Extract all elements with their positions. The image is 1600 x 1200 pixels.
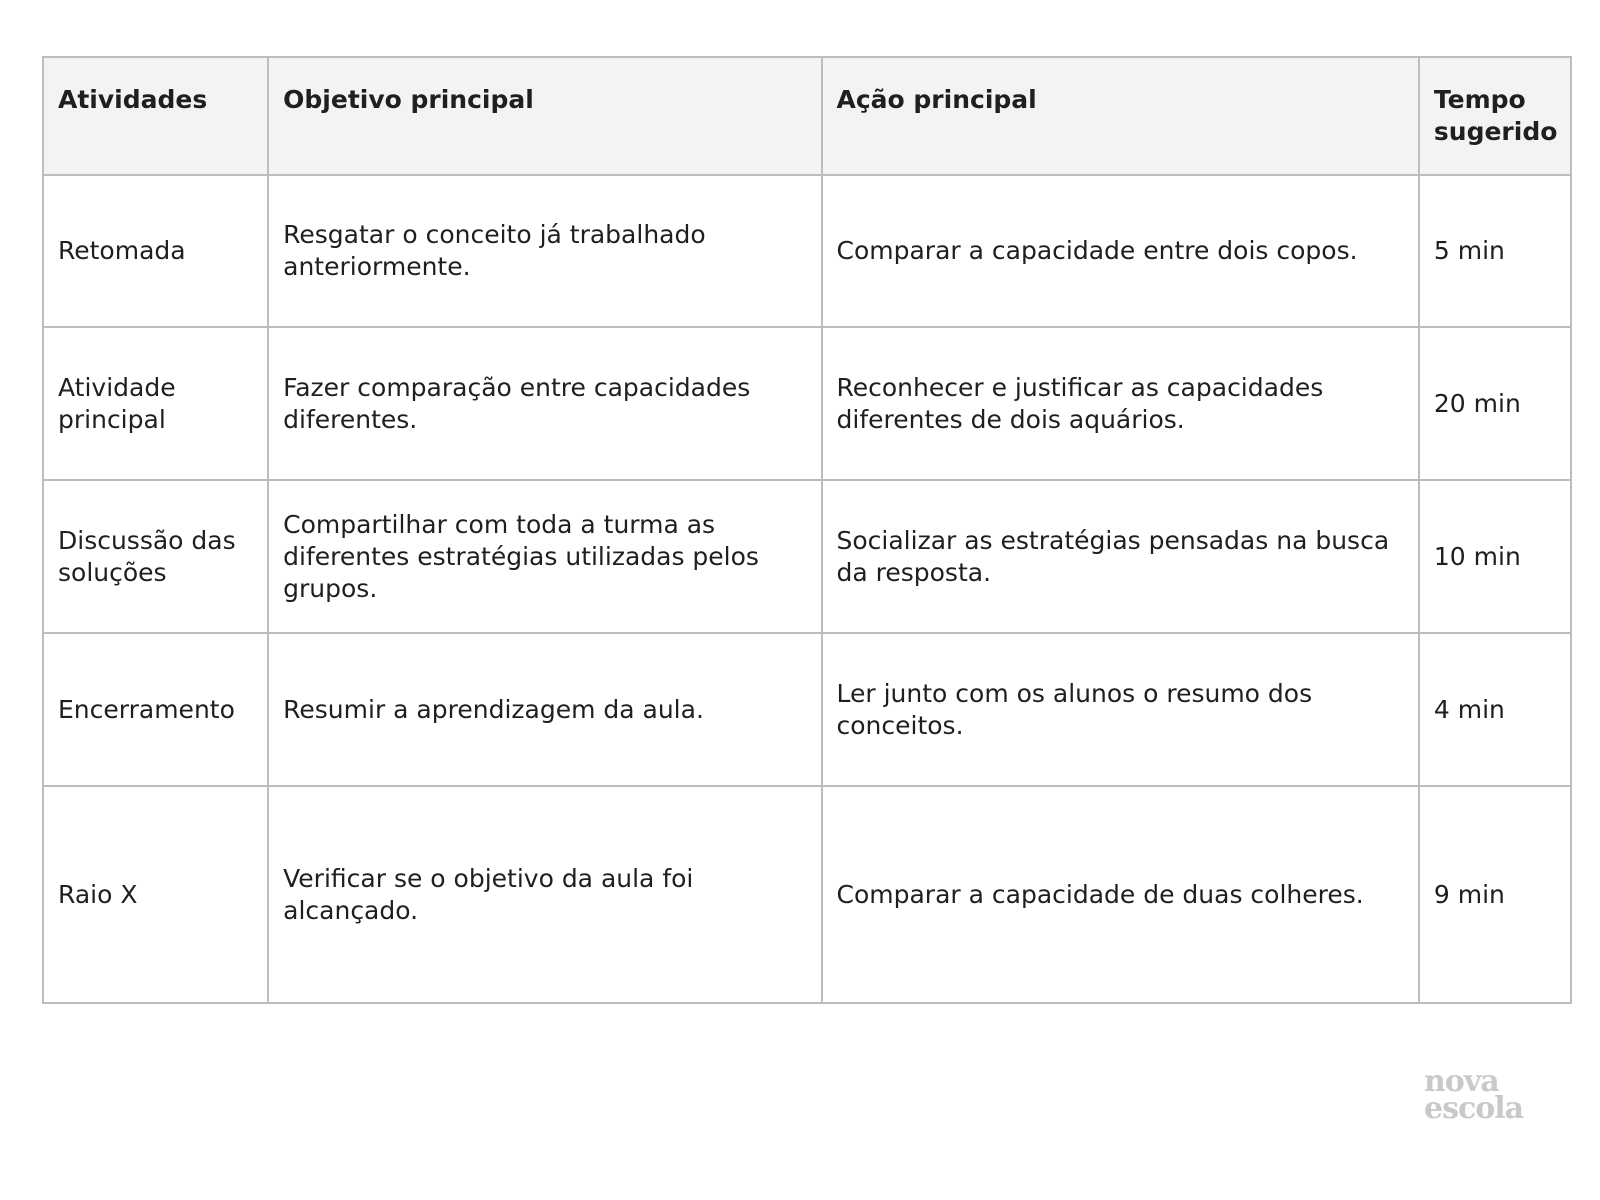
header-atividades: Atividades bbox=[43, 57, 268, 175]
cell-objective: Resumir a aprendizagem da aula. bbox=[268, 633, 821, 786]
nova-escola-logo bbox=[1424, 1064, 1544, 1126]
cell-time: 5 min bbox=[1419, 175, 1571, 327]
table-row bbox=[43, 786, 1571, 1003]
table-row bbox=[43, 327, 1571, 480]
cell-activity: Encerramento bbox=[43, 633, 268, 786]
logo-line-escola: escola bbox=[1424, 1091, 1524, 1126]
table-row bbox=[43, 480, 1571, 633]
cell-action: Comparar a capacidade entre dois copos. bbox=[822, 175, 1419, 327]
cell-action: Ler junto com os alunos o resumo dos conceitos. bbox=[822, 633, 1419, 786]
cell-activity: Discussão das soluções bbox=[43, 480, 268, 633]
cell-action: Reconhecer e justificar as capacidades diferentes de dois aquários. bbox=[822, 327, 1419, 480]
table-row bbox=[43, 633, 1571, 786]
cell-action: Comparar a capacidade de duas colheres. bbox=[822, 786, 1419, 1003]
header-acao-principal: Ação principal bbox=[822, 57, 1419, 175]
cell-activity: Retomada bbox=[43, 175, 268, 327]
lesson-plan-table bbox=[42, 56, 1572, 1004]
cell-time: 20 min bbox=[1419, 327, 1571, 480]
cell-action: Socializar as estratégias pensadas na busca da resposta. bbox=[822, 480, 1419, 633]
cell-time: 9 min bbox=[1419, 786, 1571, 1003]
cell-objective: Verificar se o objetivo da aula foi alcançado. bbox=[268, 786, 821, 1003]
cell-objective: Fazer comparação entre capacidades diferentes. bbox=[268, 327, 821, 480]
header-objetivo-principal: Objetivo principal bbox=[268, 57, 821, 175]
table-header-row bbox=[43, 57, 1571, 175]
table-row bbox=[43, 175, 1571, 327]
cell-activity: Raio X bbox=[43, 786, 268, 1003]
header-tempo-sugerido: Tempo sugerido bbox=[1419, 57, 1571, 175]
logo-line-nova: nova bbox=[1424, 1064, 1499, 1099]
cell-time: 4 min bbox=[1419, 633, 1571, 786]
cell-objective: Compartilhar com toda a turma as diferentes estratégias utilizadas pelos grupos. bbox=[268, 480, 821, 633]
cell-activity: Atividade principal bbox=[43, 327, 268, 480]
cell-objective: Resgatar o conceito já trabalhado anteriormente. bbox=[268, 175, 821, 327]
cell-time: 10 min bbox=[1419, 480, 1571, 633]
